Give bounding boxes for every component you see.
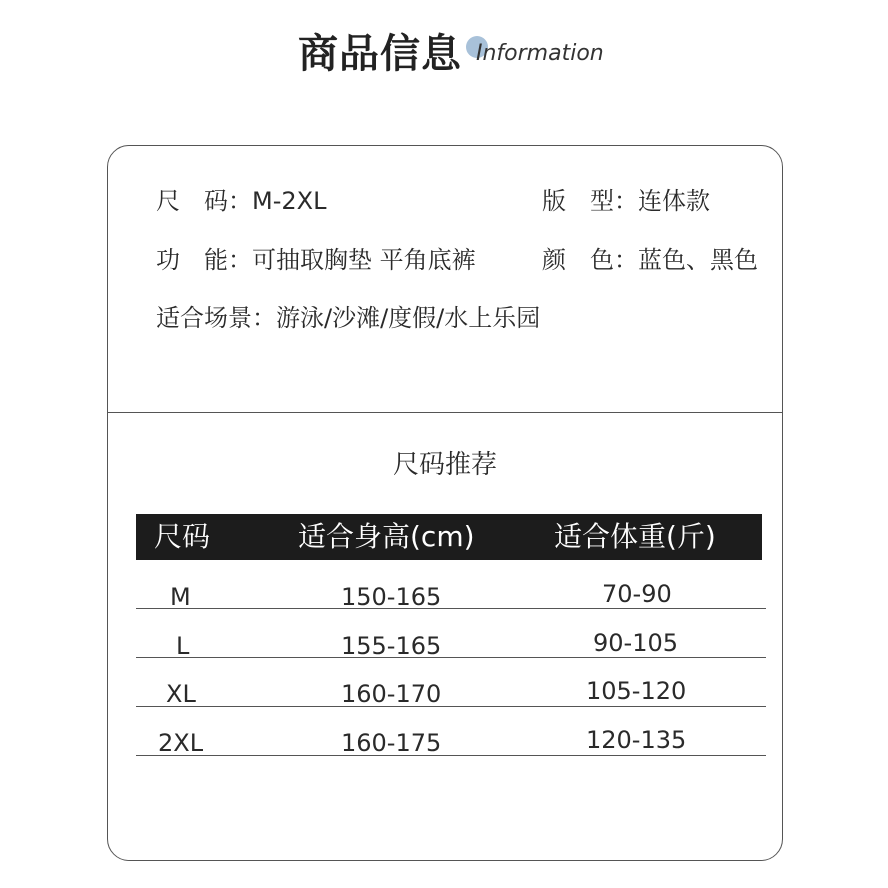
function-value: 可抽取胸垫 平角底裤 xyxy=(252,246,476,274)
table-row xyxy=(136,658,766,707)
color-label: 颜 色： xyxy=(542,246,638,274)
weight-cell: 105-120 xyxy=(586,677,687,705)
size-range-value: M-2XL xyxy=(252,187,327,215)
header-height: 适合身高(cm) xyxy=(298,520,475,553)
style-label: 版 型： xyxy=(542,187,638,215)
scene-value: 游泳/沙滩/度假/水上乐园 xyxy=(276,304,541,332)
height-cell: 160-175 xyxy=(341,729,442,757)
page-subtitle: Information xyxy=(476,41,604,66)
color-row xyxy=(542,245,758,275)
size-recommendation-title: 尺码推荐 xyxy=(392,450,497,480)
table-row xyxy=(136,560,766,609)
header-size: 尺码 xyxy=(154,520,211,553)
function-row xyxy=(156,245,476,275)
size-range-row xyxy=(156,186,326,216)
section-divider xyxy=(108,412,782,413)
height-cell: 160-170 xyxy=(341,680,442,708)
product-info-card xyxy=(107,145,783,861)
size-range-label: 尺 码： xyxy=(156,187,252,215)
height-cell: 155-165 xyxy=(341,632,442,660)
weight-cell: 90-105 xyxy=(593,629,679,657)
header-weight: 适合体重(斤) xyxy=(554,520,716,553)
page-title: 商品信息 xyxy=(298,31,462,77)
size-cell: 2XL xyxy=(158,729,204,757)
height-cell: 150-165 xyxy=(341,583,442,611)
scene-row xyxy=(156,303,540,333)
size-cell: L xyxy=(176,632,190,660)
table-row xyxy=(136,609,766,658)
table-row xyxy=(136,707,766,756)
size-cell: XL xyxy=(166,680,196,708)
function-label: 功 能： xyxy=(156,246,252,274)
size-cell: M xyxy=(170,583,191,611)
size-table-header xyxy=(136,514,762,560)
weight-cell: 120-135 xyxy=(586,726,687,754)
weight-cell: 70-90 xyxy=(602,580,672,608)
color-value: 蓝色、黑色 xyxy=(638,246,758,274)
style-row xyxy=(542,186,710,216)
style-value: 连体款 xyxy=(638,187,710,215)
scene-label: 适合场景： xyxy=(156,304,276,332)
